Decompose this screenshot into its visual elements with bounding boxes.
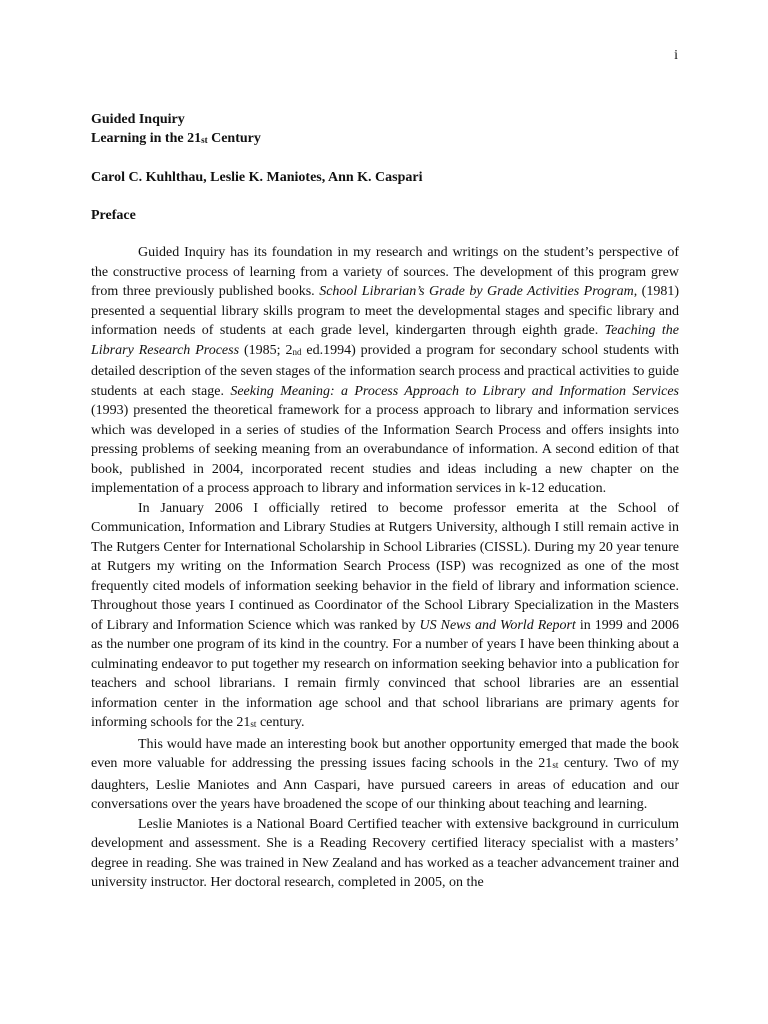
paragraph-text: Leslie Maniotes is a National Board Certified teacher with extensive background in curriculum development and assessment. She is a Reading Recovery certified literacy specialist with a masters’ degree in reading. She was trained in New Zealand and has worked as a teacher advancement trainer and university instructor. Her doctoral research, completed in 2005, on the	[91, 816, 679, 890]
paragraph-text: (1985; 2	[239, 342, 293, 358]
paragraph-text: This would have made an interesting book but another opportunity emerged that made the book even more valuable for addressing the pressing issues facing schools in the 21	[91, 736, 679, 771]
ordinal-suffix: st	[552, 760, 559, 770]
paragraph	[91, 499, 679, 735]
paragraph	[91, 815, 679, 893]
book-title-citation: Teaching the Library Research Process	[91, 323, 679, 358]
ordinal-suffix: st	[250, 719, 257, 729]
ordinal-suffix: nd	[292, 346, 302, 357]
paragraph-text: in 1999 and 2006 as the number one program of its kind in the country. For a number of years I have been thinking about a culminating endeavor to put together my research on information seeking behavior into a publication for teachers and school librarians. I remain firmly convinced that school libraries are an essential information center in the information age school and that school librarians are primary agents for informing schools for the 21	[91, 617, 679, 730]
ordinal-suffix: st	[201, 135, 208, 145]
paragraph-text: ed.1994) provided a program for secondary school students with detailed description of the seven stages of the information search process and practical activities to guide students at each stage.	[91, 342, 679, 399]
paragraph-text: , (1981) presented a sequential library skills program to meet the developmental stages and specific library and information needs of students at each grade level, kindergarten through eighth grade.	[91, 284, 680, 338]
paragraph-text: century.	[256, 715, 305, 730]
paragraph-text: century. Two of my daughters, Leslie Maniotes and Ann Caspari, have pursued careers in areas of education and our conversations over the years have broadened the scope of our thinking about teaching and learning.	[91, 756, 679, 812]
paragraph-text: In January 2006 I officially retired to become professor emerita at the School of Communication, Information and Library Studies at Rutgers University, although I still remain active in The Rutgers Center for International Scholarship in School Libraries (CISSL). During my 20 year tenure at Rutgers my writing on the Information Search Process (ISP) was recognized as one of the most frequently cited models of information seeking behavior in the field of library and information science. Throughout those years I continued as Coordinator of the School Library Specialization in the Masters of Library and Information Science which was ranked by	[91, 500, 679, 633]
preface-text	[91, 243, 679, 893]
book-title: Guided Inquiry	[91, 112, 185, 127]
book-subtitle	[91, 129, 679, 150]
book-title-citation: Seeking Meaning: a Process Approach to Library and Information Services	[230, 383, 679, 399]
paragraph	[91, 243, 679, 499]
book-title-citation: School Librarian’s Grade by Grade Activities Program	[319, 284, 634, 299]
subtitle-text: Learning in the 21	[91, 131, 202, 146]
paragraph-text: (1993) presented the theoretical framework for a process approach to library and information services which was developed in a series of studies of the Information Search Process and offers insights into pressing problems of seeking meaning from an overabundance of information. A second edition of that book, published in 2004, incorporated recent studies and ideas including a new chapter on the implementation of a process approach to library and information services in k-12 education.	[91, 403, 679, 496]
book-title-citation: US News and World Report	[419, 617, 576, 633]
paragraph-text: Guided Inquiry has its foundation in my research and writings on the student’s perspective of the constructive process of learning from a variety of sources. The development of this program grew from three previously published books.	[91, 245, 679, 299]
section-heading: Preface	[91, 207, 136, 223]
author-list: Carol C. Kuhlthau, Leslie K. Maniotes, Ann K. Caspari	[91, 170, 423, 185]
document-body	[91, 110, 679, 893]
subtitle-text-end: Century	[207, 131, 261, 146]
page-number: i	[674, 48, 678, 63]
paragraph	[91, 735, 679, 815]
